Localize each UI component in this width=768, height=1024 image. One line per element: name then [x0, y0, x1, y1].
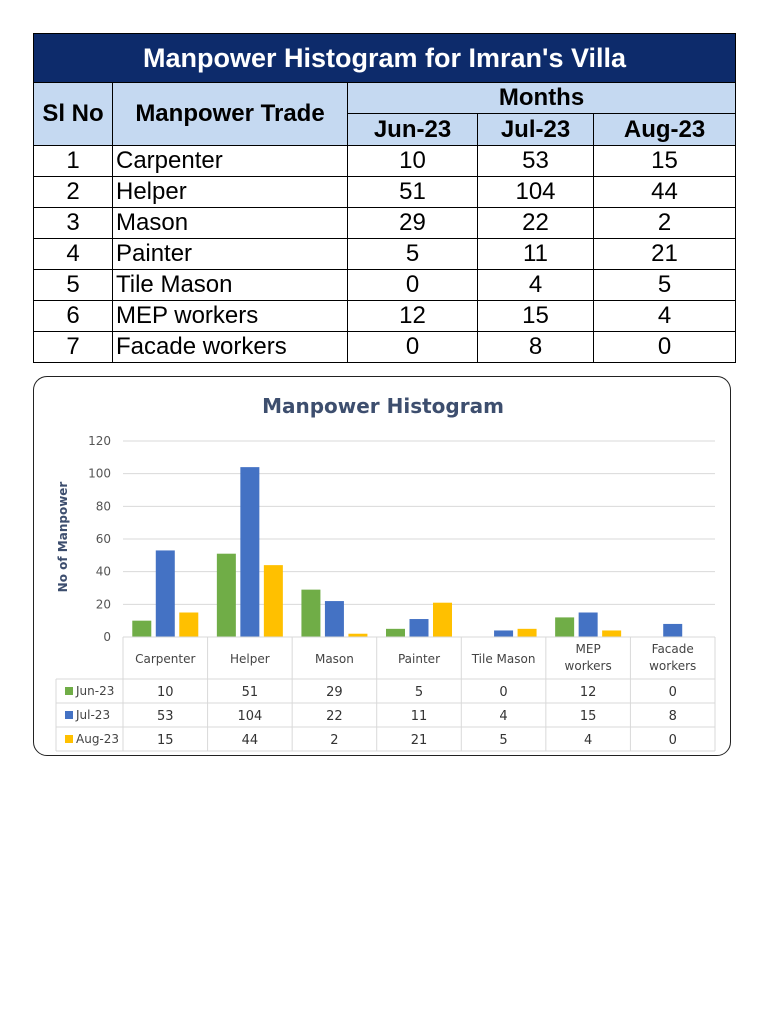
chart-card [33, 376, 731, 756]
data-label: 22 [326, 709, 343, 724]
legend-label: Aug-23 [76, 732, 120, 746]
bar [494, 630, 513, 637]
data-label: 5 [499, 733, 508, 748]
bar [325, 601, 344, 637]
legend-key [65, 735, 73, 743]
category-label: MEP workers [564, 642, 612, 673]
header-month-aug: Aug-23 [594, 114, 736, 146]
row-value-jun: 12 [348, 301, 478, 332]
bar [579, 613, 598, 638]
row-value-aug: 44 [594, 177, 736, 208]
category-label: Facade workers [649, 642, 697, 673]
row-value-aug: 2 [594, 208, 736, 239]
data-label: 15 [157, 733, 174, 748]
table-row [34, 146, 736, 177]
y-tick-label: 100 [88, 466, 111, 481]
bar [132, 621, 151, 637]
category-label: Carpenter [135, 652, 196, 666]
data-label: 0 [668, 685, 677, 700]
legend-key [65, 687, 73, 695]
row-value-aug: 4 [594, 301, 736, 332]
bar [555, 617, 574, 637]
data-label: 53 [157, 709, 174, 724]
header-month-jul: Jul-23 [478, 114, 594, 146]
header-months: Months [348, 83, 736, 114]
row-trade: Carpenter [113, 146, 348, 177]
data-label: 4 [499, 709, 508, 724]
row-value-jun: 10 [348, 146, 478, 177]
data-label: 4 [584, 733, 593, 748]
y-tick-label: 120 [88, 434, 111, 448]
row-trade: Tile Mason [113, 270, 348, 301]
row-value-jun: 51 [348, 177, 478, 208]
data-label: 12 [579, 685, 597, 700]
bar [518, 629, 537, 637]
data-label: 15 [579, 709, 597, 724]
row-value-jul: 22 [478, 208, 594, 239]
bar [602, 630, 621, 637]
row-value-jul: 53 [478, 146, 594, 177]
bar [386, 629, 405, 637]
data-label: 0 [668, 733, 677, 748]
legend-label: Jul-23 [76, 708, 111, 722]
row-value-jun: 0 [348, 270, 478, 301]
row-sl: 4 [34, 239, 113, 270]
row-sl: 2 [34, 177, 113, 208]
y-tick-label: 40 [95, 564, 111, 579]
bar [301, 590, 320, 637]
bar [240, 467, 259, 637]
category-label: Painter [397, 652, 441, 666]
row-value-jul: 4 [478, 270, 594, 301]
header-month-jun: Jun-23 [348, 114, 478, 146]
row-sl: 3 [34, 208, 113, 239]
table-row [34, 239, 736, 270]
bar [264, 565, 283, 637]
bar [156, 550, 175, 637]
row-value-jul: 104 [478, 177, 594, 208]
category-label: Mason [314, 652, 354, 666]
table-row [34, 270, 736, 301]
row-sl: 5 [34, 270, 113, 301]
row-trade: Mason [113, 208, 348, 239]
bar [663, 624, 682, 637]
row-trade: Facade workers [113, 332, 348, 363]
table-row [34, 177, 736, 208]
table-row [34, 208, 736, 239]
manpower-table [33, 33, 736, 363]
data-label: 44 [241, 733, 259, 748]
data-label: 8 [668, 709, 677, 724]
row-trade: Painter [113, 239, 348, 270]
row-value-aug: 15 [594, 146, 736, 177]
row-value-jul: 15 [478, 301, 594, 332]
bar [217, 554, 236, 637]
row-value-jul: 8 [478, 332, 594, 363]
y-axis-label: No of Manpower [56, 481, 70, 593]
y-tick-label: 0 [103, 630, 111, 644]
bar [179, 613, 198, 638]
row-value-aug: 0 [594, 332, 736, 363]
data-label: 51 [241, 685, 259, 700]
data-label: 11 [410, 709, 428, 724]
y-tick-label: 80 [95, 499, 111, 514]
legend-key [65, 711, 73, 719]
data-label: 5 [414, 685, 424, 700]
category-label: Helper [230, 652, 270, 666]
chart-title: Manpower Histogram [262, 394, 504, 418]
header-manpower-trade: Manpower Trade [113, 83, 348, 146]
header-sl-no: Sl No [34, 83, 113, 146]
row-value-jun: 29 [348, 208, 478, 239]
y-tick-label: 60 [95, 532, 111, 546]
data-label: 2 [330, 733, 339, 748]
table-row [34, 301, 736, 332]
data-label: 0 [499, 685, 508, 700]
row-value-aug: 21 [594, 239, 736, 270]
bar [433, 603, 452, 637]
row-value-jul: 11 [478, 239, 594, 270]
data-label: 104 [237, 709, 263, 724]
row-trade: Helper [113, 177, 348, 208]
data-label: 29 [326, 685, 343, 700]
row-sl: 1 [34, 146, 113, 177]
row-value-aug: 5 [594, 270, 736, 301]
row-sl: 7 [34, 332, 113, 363]
table-row [34, 332, 736, 363]
legend-label: Jun-23 [76, 684, 115, 698]
row-sl: 6 [34, 301, 113, 332]
row-value-jun: 5 [348, 239, 478, 270]
row-trade: MEP workers [113, 301, 348, 332]
bar [410, 619, 429, 637]
y-tick-label: 20 [95, 597, 111, 612]
manpower-histogram-chart [34, 377, 732, 757]
data-label: 10 [157, 685, 174, 700]
category-label: Tile Mason [471, 652, 536, 666]
data-label: 21 [410, 733, 428, 748]
row-value-jun: 0 [348, 332, 478, 363]
table-title: Manpower Histogram for Imran's Villa [34, 34, 736, 83]
